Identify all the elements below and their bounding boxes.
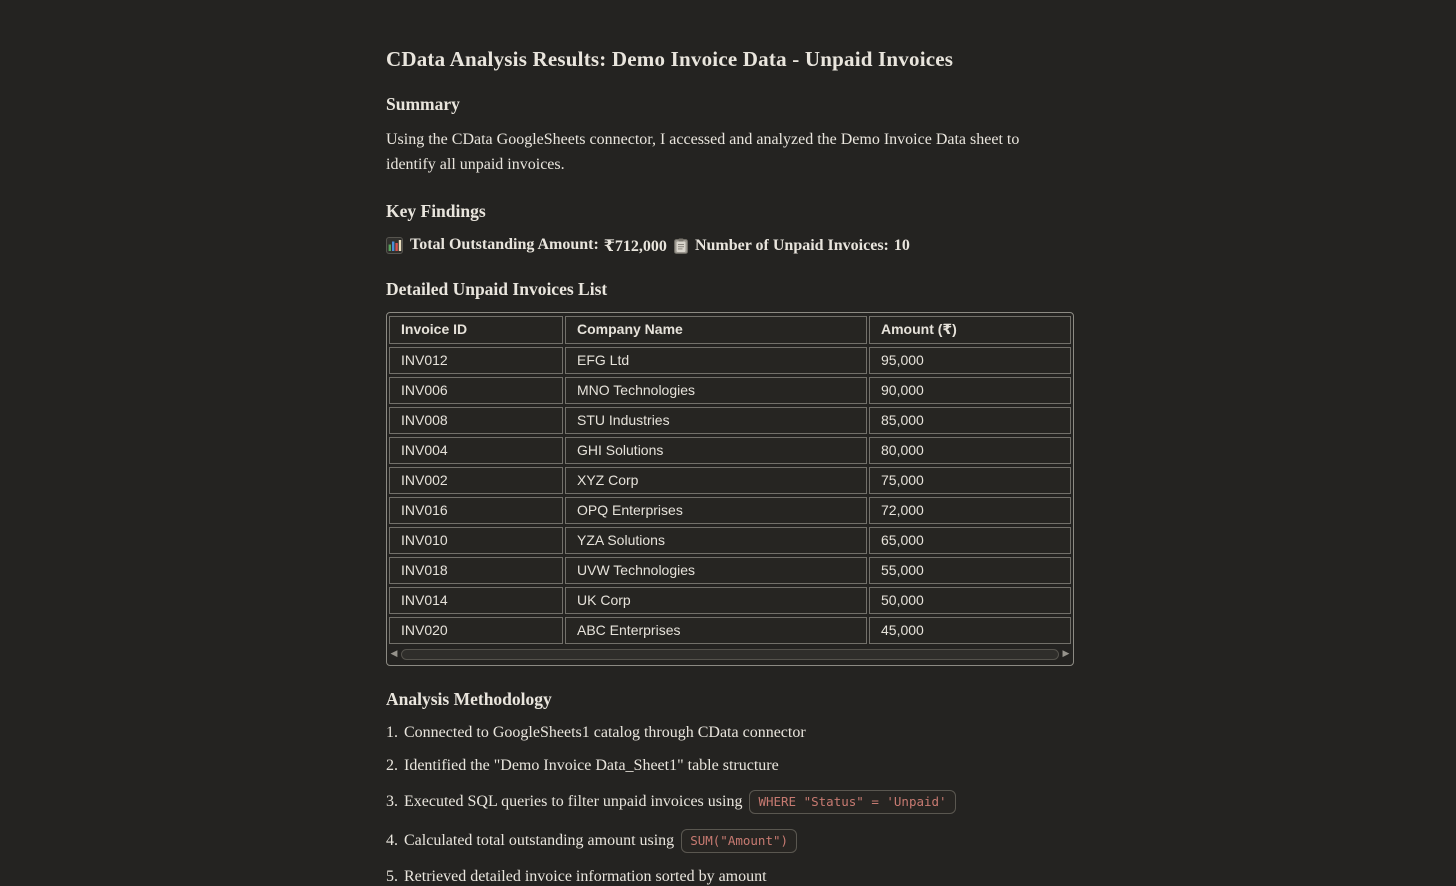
table-header-row bbox=[389, 316, 1071, 344]
methodology-step bbox=[386, 757, 1076, 775]
cell-invoice-id: INV008 bbox=[389, 407, 563, 434]
cell-company-name: MNO Technologies bbox=[565, 377, 867, 404]
invoice-table bbox=[387, 313, 1073, 647]
step-number: 2. bbox=[386, 756, 398, 774]
methodology-step bbox=[386, 724, 1076, 742]
invoice-table-container bbox=[386, 312, 1074, 666]
step-text: Retrieved detailed invoice information sorted by amount bbox=[404, 867, 767, 885]
finding-label: Number of Unpaid Invoices: bbox=[694, 236, 889, 254]
table-row bbox=[389, 407, 1071, 434]
invoice-table-heading: Detailed Unpaid Invoices List bbox=[386, 278, 608, 299]
cell-company-name: STU Industries bbox=[565, 407, 867, 434]
cell-amount: 45,000 bbox=[869, 617, 1071, 644]
horizontal-scrollbar[interactable] bbox=[389, 647, 1071, 662]
cell-amount: 75,000 bbox=[869, 467, 1071, 494]
cell-invoice-id: INV016 bbox=[389, 497, 563, 524]
bar-chart-icon bbox=[386, 237, 403, 254]
step-number: 5. bbox=[386, 867, 398, 885]
cell-invoice-id: INV006 bbox=[389, 377, 563, 404]
invoice-table-body bbox=[389, 347, 1071, 644]
column-header-company-name: Company Name bbox=[565, 316, 867, 344]
summary-text: Using the CData GoogleSheets connector, I accessed and analyzed the Demo Invoice Data sheet to identify all unpaid invoices. bbox=[386, 131, 1020, 174]
cell-amount: 55,000 bbox=[869, 557, 1071, 584]
cell-company-name: XYZ Corp bbox=[565, 467, 867, 494]
finding-value: ₹712,000 bbox=[603, 237, 667, 255]
table-row bbox=[389, 527, 1071, 554]
scroll-left-icon[interactable]: ◀ bbox=[390, 648, 398, 659]
cell-amount: 65,000 bbox=[869, 527, 1071, 554]
step-text: Executed SQL queries to filter unpaid invoices using bbox=[404, 792, 743, 810]
cell-amount: 85,000 bbox=[869, 407, 1071, 434]
table-row bbox=[389, 587, 1071, 614]
step-text: Calculated total outstanding amount using bbox=[404, 831, 675, 849]
scrollbar-thumb[interactable] bbox=[401, 649, 1059, 660]
cell-invoice-id: INV018 bbox=[389, 557, 563, 584]
table-row bbox=[389, 497, 1071, 524]
table-row bbox=[389, 467, 1071, 494]
finding-value: 10 bbox=[893, 236, 910, 254]
cell-company-name: UK Corp bbox=[565, 587, 867, 614]
scroll-right-icon[interactable]: ▶ bbox=[1062, 648, 1070, 659]
cell-invoice-id: INV020 bbox=[389, 617, 563, 644]
table-row bbox=[389, 437, 1071, 464]
cell-company-name: GHI Solutions bbox=[565, 437, 867, 464]
cell-company-name: ABC Enterprises bbox=[565, 617, 867, 644]
methodology-step bbox=[386, 829, 1076, 853]
column-header-invoice-id: Invoice ID bbox=[389, 316, 563, 344]
finding-label: Total Outstanding Amount: bbox=[410, 235, 599, 253]
sql-code-snippet: SUM("Amount") bbox=[681, 829, 797, 853]
cell-invoice-id: INV012 bbox=[389, 347, 563, 374]
key-findings-line bbox=[386, 236, 1076, 256]
cell-company-name: UVW Technologies bbox=[565, 557, 867, 584]
methodology-list bbox=[386, 724, 1076, 886]
step-number: 4. bbox=[386, 831, 398, 849]
cell-company-name: YZA Solutions bbox=[565, 527, 867, 554]
step-number: 1. bbox=[386, 723, 398, 741]
column-header-amount: Amount (₹) bbox=[869, 316, 1071, 344]
clipboard-icon bbox=[674, 238, 688, 254]
cell-amount: 80,000 bbox=[869, 437, 1071, 464]
sql-code-snippet: WHERE "Status" = 'Unpaid' bbox=[749, 790, 955, 814]
key-findings-heading: Key Findings bbox=[386, 200, 486, 221]
methodology-step bbox=[386, 790, 1076, 814]
cell-amount: 50,000 bbox=[869, 587, 1071, 614]
cell-company-name: OPQ Enterprises bbox=[565, 497, 867, 524]
page-title: CData Analysis Results: Demo Invoice Data - Unpaid Invoices bbox=[386, 47, 954, 71]
cell-invoice-id: INV014 bbox=[389, 587, 563, 614]
methodology-step bbox=[386, 868, 1076, 886]
step-text: Connected to GoogleSheets1 catalog through CData connector bbox=[404, 723, 806, 741]
cell-invoice-id: INV010 bbox=[389, 527, 563, 554]
cell-invoice-id: INV004 bbox=[389, 437, 563, 464]
table-row bbox=[389, 347, 1071, 374]
cell-company-name: EFG Ltd bbox=[565, 347, 867, 374]
summary-heading: Summary bbox=[386, 94, 460, 115]
cell-amount: 72,000 bbox=[869, 497, 1071, 524]
cell-amount: 90,000 bbox=[869, 377, 1071, 404]
cell-amount: 95,000 bbox=[869, 347, 1071, 374]
methodology-heading: Analysis Methodology bbox=[386, 688, 552, 709]
table-row bbox=[389, 377, 1071, 404]
finding-total-outstanding bbox=[410, 236, 667, 256]
finding-unpaid-count bbox=[695, 237, 910, 255]
step-text: Identified the "Demo Invoice Data_Sheet1" table structure bbox=[404, 756, 779, 774]
report-content bbox=[386, 0, 1076, 886]
cell-invoice-id: INV002 bbox=[389, 467, 563, 494]
table-row bbox=[389, 557, 1071, 584]
table-row bbox=[389, 617, 1071, 644]
step-number: 3. bbox=[386, 792, 398, 810]
